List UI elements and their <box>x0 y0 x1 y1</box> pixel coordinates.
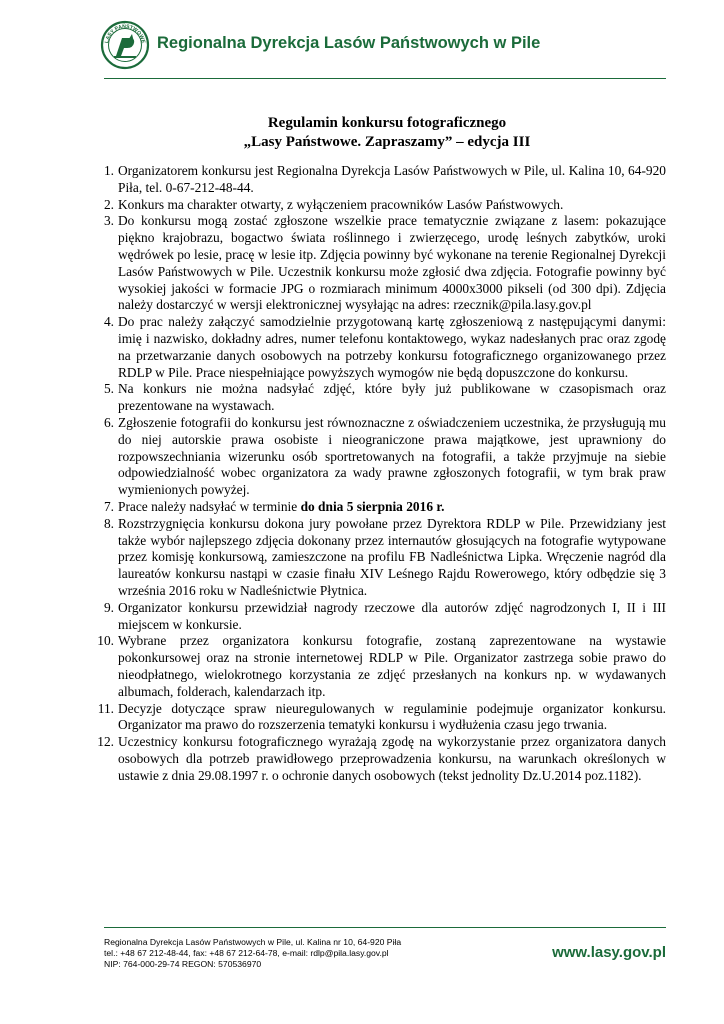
rule-item <box>103 163 666 197</box>
rule-text <box>118 314 666 379</box>
rule-number: 8. <box>103 515 114 531</box>
rule-text <box>118 701 666 733</box>
footer-tax-ids: NIP: 764-000-29-74 REGON: 570536970 <box>104 959 262 969</box>
rule-text <box>118 499 444 514</box>
page-header <box>100 20 670 76</box>
footer-address: Regionalna Dyrekcja Lasów Państwowych w Pile, ul. Kalina nr 10, 64-920 Piła <box>104 937 402 947</box>
rule-text-main: Na konkurs nie można nadsyłać zdjęć, które były już publikowane w czasopismach oraz prezentowane na wystawach. <box>118 381 666 414</box>
rule-item <box>103 414 666 499</box>
rule-text-main: Prace należy nadsyłać w terminie <box>118 498 301 514</box>
rule-text-main: Organizatorem konkursu jest Regionalna Dyrekcja Lasów Państwowych w Pile, ul. Kalina 10, 64-920 Piła, tel. 0-67-212-48-44. <box>118 163 666 195</box>
rule-number: 1. <box>103 163 114 178</box>
rule-number: 10. <box>97 633 114 649</box>
lasy-panstwowe-logo <box>100 20 150 70</box>
rule-number: 5. <box>103 381 114 397</box>
rule-item <box>103 498 666 516</box>
rule-text <box>118 213 666 312</box>
rule-deadline: do dnia 5 sierpnia 2016 r. <box>300 498 445 514</box>
rule-number: 11. <box>97 700 114 716</box>
rule-text-main: Zgłoszenie fotografii do konkursu jest równoznaczne z oświadczeniem uczestnika, że przysługują mu do niej autorskie prawa osobiste i nieograniczone prawa majątkowe, jest uprawniony do rozpowszechniania wizerunku osób sportretowanych na fotografii, a także przyjmuje na siebie odpowiedzialność wobec organizatora za wady prawne zgłoszonych fotografii, w tym brak praw wymienionych powyżej. <box>118 414 666 498</box>
rule-text <box>118 163 666 195</box>
rule-text-main: Do prac należy załączyć samodzielnie przygotowaną kartę zgłoszeniową z następującymi danymi: imię i nazwisko, dokładny adres, numer telefonu kontaktowego, wykaz nadesłanych prac oraz zgodę na przetwarzanie danych osobowych na potrzeby konkursu fotograficznego organizowanego przez RDLP w Pile. Prace niespełniające powyższych wymogów nie będą dopuszczone do konkursu. <box>118 314 666 380</box>
rule-item <box>103 213 666 314</box>
footer-contact <box>104 937 401 970</box>
rule-text-main: Organizator konkursu przewidział nagrody rzeczowe dla autorów zdjęć nagrodzonych I, II i III miejscem w konkursie. <box>118 599 666 632</box>
rule-text-main: Konkurs ma charakter otwarty, z wyłączeniem pracowników Lasów Państwowych. <box>118 196 564 212</box>
header-divider <box>104 78 666 79</box>
footer-divider <box>104 927 666 928</box>
document-subtitle: „Lasy Państwowe. Zapraszamy” – edycja III <box>243 134 531 150</box>
document-title: Regulamin konkursu fotograficznego <box>267 115 507 131</box>
rule-text-main: Wybrane przez organizatora konkursu fotografie, zostaną zaprezentowane na wystawie pokonkursowej oraz na stronie internetowej RDLP w Pile. Organizator zastrzega sobie prawo do nieodpłatnego, wielokrotnego korzystania ze zdjęć przesłanych na konkurs np. w wydawanych albumach, folderach, kalendarzach itp. <box>118 633 666 699</box>
rule-text <box>118 734 666 783</box>
rule-number: 6. <box>103 414 114 430</box>
rule-item <box>103 196 666 214</box>
rule-item <box>103 381 666 415</box>
rule-text-main: Decyzje dotyczące spraw nieuregulowanych w regulaminie podejmuje organizator konkursu. Organizator ma prawo do rozszerzenia tematyki konkursu i wydłużenia czasu jego trwania. <box>118 700 666 733</box>
rule-item <box>103 515 666 600</box>
rule-number: 12. <box>97 734 114 750</box>
rules-list <box>97 163 666 784</box>
rule-number: 4. <box>103 314 114 330</box>
svg-text:LASY PAŃSTWOWE: LASY PAŃSTWOWE <box>104 23 146 44</box>
rule-text <box>118 516 666 598</box>
rule-number: 3. <box>103 213 114 229</box>
rule-item <box>103 314 666 381</box>
rule-text-main: Do konkursu mogą zostać zgłoszone wszelkie prace tematycznie związane z lasem: pokazujące piękno krajobrazu, bogactwo świata roślinnego i zwierzęcego, urodę leśnych zabytków, uroki wędrówek po lesie, pracę w lesie itp. Zdjęcia powinny być wykonane na terenie Regionalnej Dyrekcji Lasów Państwowych w Pile. Uczestnik konkursu może zgłosić dwa zdjęcia. Fotografie powinny być wysokiej jakości w formacie JPG o rozmiarach minimum 4000x3000 pikseli (od 300 dpi). Zdjęcia należy dostarczyć w wersji elektronicznej wysyłając na adres: rzecznik@pila.lasy.gov.pl <box>118 213 666 313</box>
rule-number: 7. <box>103 498 114 514</box>
rule-number: 2. <box>103 196 114 212</box>
rule-text <box>118 197 563 212</box>
rule-text <box>118 600 666 632</box>
rule-item <box>103 599 666 634</box>
rule-text-main: Uczestnicy konkursu fotograficznego wyrażają zgodę na wykorzystanie przez organizatora danych osobowych dla potrzeb prawidłowego przeprowadzenia konkursu, na warunkach określonych w ustawie z dnia 29.08.1997 r. o ochronie danych osobowych (tekst jednolity Dz.U.2014 poz.1182). <box>118 734 666 783</box>
rule-item <box>97 700 666 735</box>
rule-text <box>118 415 666 497</box>
rule-text <box>118 381 666 413</box>
rule-item <box>97 633 666 700</box>
website-link[interactable]: www.lasy.gov.pl <box>552 944 666 961</box>
rule-text <box>118 633 666 698</box>
footer-phone-email: tel.: +48 67 212-48-44, fax: +48 67 212-64-78, e-mail: rdlp@pila.lasy.gov.pl <box>104 948 389 958</box>
organization-title: Regionalna Dyrekcja Lasów Państwowych w Pile <box>157 34 541 52</box>
rule-text-main: Rozstrzygnięcia konkursu dokona jury powołane przez Dyrektora RDLP w Pile. Przewidziany jest także wybór najlepszego zdjęcia dokonany przez internautów głosujących na fotografie wytypowane przez komisję konkursową, zamieszczone na profilu FB Nadleśnictwa Lipka. Wręczenie nagród dla laureatów konkursu nastąpi w czasie finału XIV Leśnego Rajdu Rowerowego, który odbędzie się 3 września 2016 roku w Nadleśnictwie Płytnica. <box>118 515 666 598</box>
rule-number: 9. <box>103 599 114 615</box>
rule-item <box>97 734 666 784</box>
